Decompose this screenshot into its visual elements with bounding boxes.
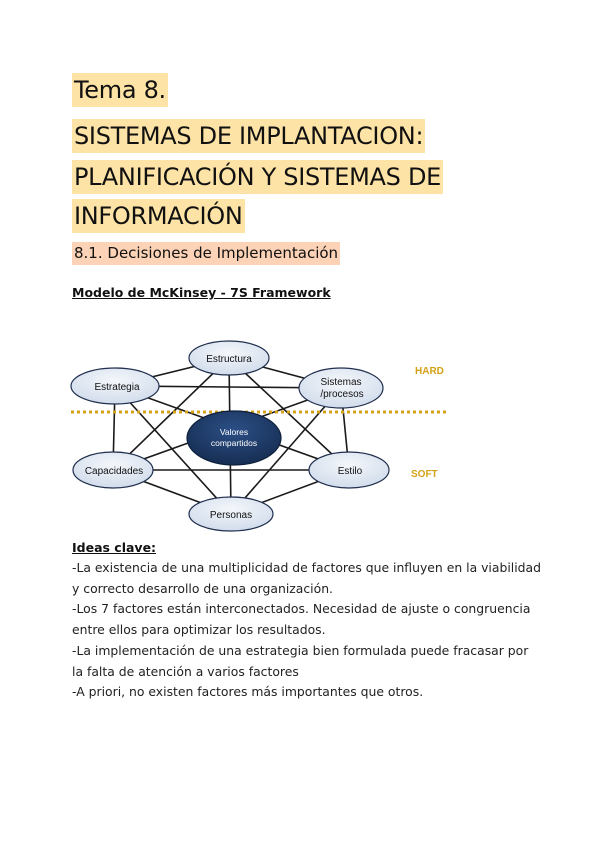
node-label: Estrategia bbox=[94, 382, 140, 393]
node-label: Personas bbox=[209, 510, 253, 521]
ideas-line: -La implementación de una estrategia bien formulada puede fracasar por bbox=[72, 642, 529, 658]
node-label: Estilo bbox=[337, 466, 363, 477]
ideas-line: y correcto desarrollo de una organización. bbox=[72, 580, 333, 596]
ideas-line: -La existencia de una multiplicidad de factores que influyen en la viabilidad bbox=[72, 560, 541, 575]
ideas-line: -Los 7 factores están interconectados. Necesidad de ajuste o congruencia bbox=[72, 601, 531, 617]
section-heading: 8.1. Decisiones de Implementación bbox=[72, 242, 340, 265]
node-estilo bbox=[309, 452, 389, 488]
node-valores-compartidos bbox=[187, 411, 281, 465]
title-line-2: PLANIFICACIÓN Y SISTEMAS DE bbox=[72, 160, 443, 194]
soft-label: SOFT bbox=[411, 469, 438, 480]
mckinsey-7s-diagram bbox=[65, 332, 465, 532]
ideas-line: -A priori, no existen factores más importantes que otros. bbox=[72, 684, 424, 700]
ideas-line: la falta de atención a varios factores bbox=[72, 663, 299, 679]
node-label: Estructura bbox=[206, 354, 252, 365]
node-personas bbox=[189, 497, 273, 531]
node-estrategia bbox=[71, 368, 159, 404]
model-title: Modelo de McKinsey - 7S Framework bbox=[72, 285, 331, 300]
node-sistemas bbox=[299, 368, 383, 408]
node-label: Capacidades bbox=[84, 466, 144, 477]
node-capacidades bbox=[73, 452, 153, 488]
ideas-heading: Ideas clave: bbox=[72, 540, 157, 555]
node-label: /procesos bbox=[320, 389, 364, 400]
title-line-3: INFORMACIÓN bbox=[72, 199, 245, 233]
node-label: Valores bbox=[219, 427, 249, 437]
node-label: Sistemas bbox=[320, 377, 362, 388]
ideas-list bbox=[72, 558, 542, 703]
hard-label: HARD bbox=[415, 366, 444, 377]
node-estructura bbox=[189, 341, 269, 375]
node-label: compartidos bbox=[210, 438, 258, 448]
topic-number: Tema 8. bbox=[72, 73, 168, 107]
ideas-line: entre ellos para optimizar los resultados. bbox=[72, 622, 326, 638]
title-line-1: SISTEMAS DE IMPLANTACION: bbox=[72, 119, 425, 153]
